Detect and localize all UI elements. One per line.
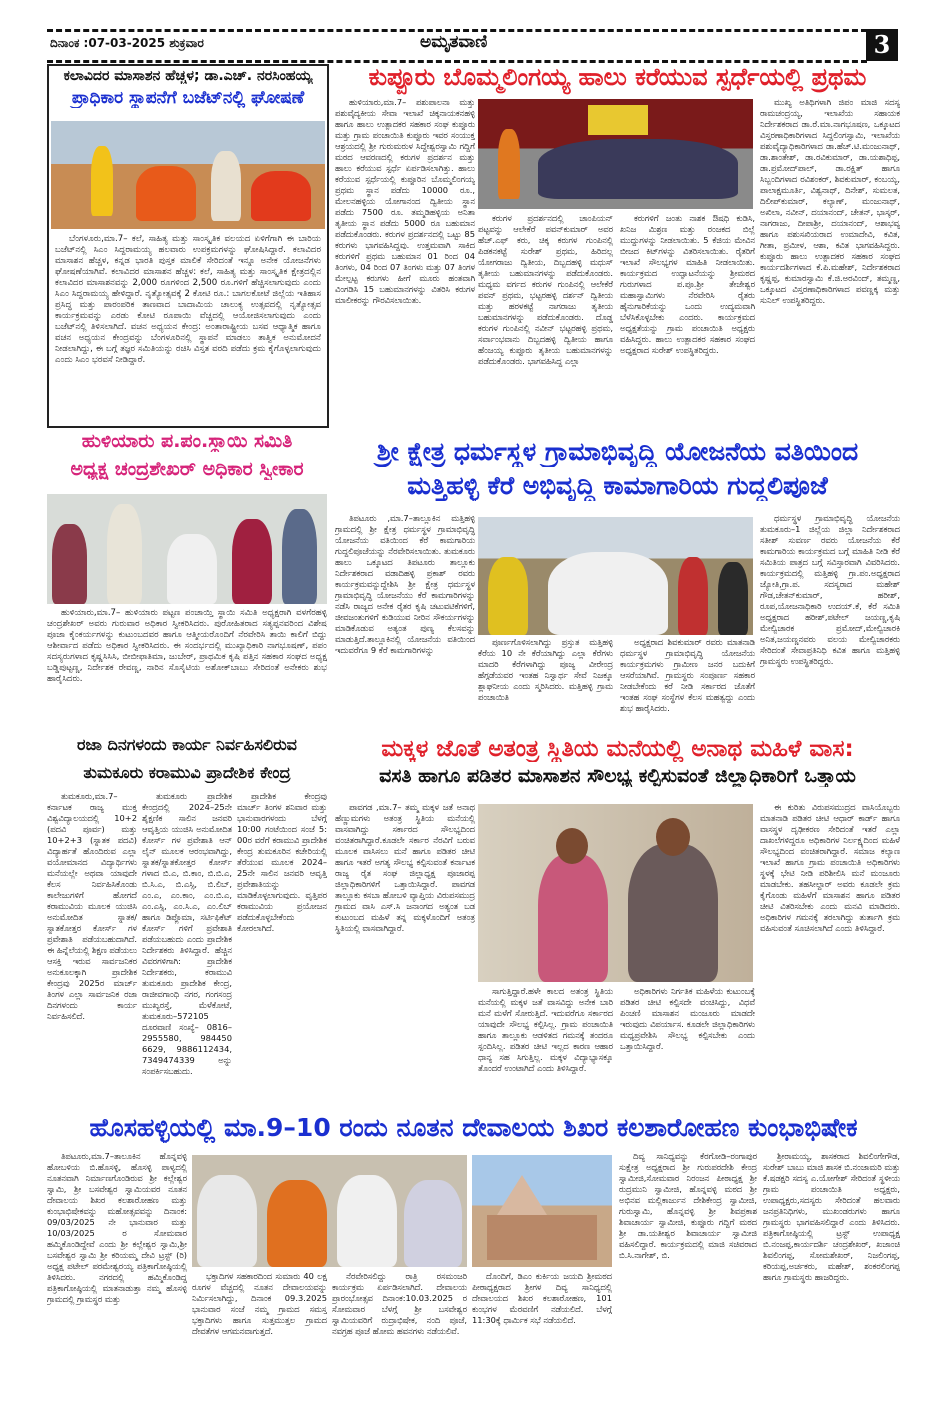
article-column: ಈ ಕುರಿತು ವಿರುಪಸಮುದ್ರದ ವಾಸಿಯೊಬ್ಬರು ಮಾತನಾಡಿ ಪಡಿತರ ಚೀಟಿ ಆಧಾರ್ ಕಾರ್ಡ್ ಹಾಗೂ ವಾಸಸ್ಥಳ ದೃಢೀಕರಣ ಸೇರಿದಂತೆ ಇತರೆ ಎಲ್ಲಾ ದಾಖಲೆಗಳಿದ್ದರೂ ಅಧಿಕಾರಿಗಳ ನಿರ್ಲಕ್ಷ್ಯದಿಂದ ಮಹಿಳೆ ಸೌಲಭ್ಯದಿಂದ ವಂಚಿತರಾಗಿದ್ದಾರೆ. ಸಮಾಜ ಕಲ್ಯಾಣ ಇಲಾಖೆ ಹಾಗೂ ಗ್ರಾಮ ಪಂಚಾಯಿತಿ ಅಧಿಕಾರಿಗಳು ಸ್ಥಳಕ್ಕೆ ಭೇಟಿ ನೀಡಿ ಪರಿಶೀಲಿಸಿ ಮನೆ ಮಂಜೂರು ಮಾಡಬೇಕು. ತಹಸೀಲ್ದಾರ್ ಅವರು ಕೂಡಲೇ ಕ್ರಮ ಕೈಗೊಂಡು ಮಹಿಳೆಗೆ ಮಾಸಾಶನ ಹಾಗೂ ಪಡಿತರ ಚೀಟಿ ವಿತರಿಸಬೇಕು ಎಂದು ಮನವಿ ಮಾಡಿದರು. ಅಧಿಕಾರಿಗಳ ಗಮನಕ್ಕೆ ತರಲಾಗಿದ್ದು ತುರ್ತಾಗಿ ಕ್ರಮ ವಹಿಸುವಂತೆ ಸೂಚಿಸಲಾಗಿದೆ ಎಂದು ತಿಳಿಸಿದ್ದಾರೆ. xyxy=(760,802,900,933)
headline: ಹೊಸಹಳ್ಳಿಯಲ್ಲಿ ಮಾ.9–10 ರಂದು ನೂತನ ದೇವಾಲಯ ಶಿಖರ ಕಲಶಾರೋಹಣ ಕುಂಭಾಭಿಷೇಕ xyxy=(89,1113,858,1142)
article-body: ಹುಳಿಯಾರು,ಮಾ.7– ಹುಳಿಯಾರು ಪಟ್ಟಣ ಪಂಚಾಯ್ತಿ ಸ್ಥಾಯಿ ಸಮಿತಿ ಅಧ್ಯಕ್ಷರಾಗಿ ವಳಗೆರಹಳ್ಳಿ ಚಂದ್ರಶೇಖರ್ ಅವರು ಗುರುವಾರ ಅಧಿಕಾರ ಸ್ವೀಕರಿಸಿದರು. ಪುರೋಹಿತರಾದ ಸತ್ಯಪ್ಪನವರಿಂದ ವಿಶೇಷ ಪೂಜಾ ಕೈಂಕರ್ಯಗಳನ್ನು ಕುಟುಂಬದವರ ಹಾಗೂ ಆತ್ಮೀಯರೊಂದಿಗೆ ನೆರವೇರಿಸಿ ತಾಯಿ ಕಾಲಿಗೆ ಬಿದ್ದು ಆಶೀರ್ವಾದ ಪಡೆದು ಅಧಿಕಾರ ಸ್ವೀಕರಿಸಿದರು. ಈ ಸಂದರ್ಭದಲ್ಲಿ ಮುಖ್ಯಾಧಿಕಾರಿ ನಾಗಭೂಷಣ್, ಪಪಂ ಸದಸ್ಯರುಗಳಾದ ಕೃಷ್ಣಸಿಸಿಸಿ, ಬೀಬೀಫಾತಿಮಾ, ಜುಬೇರ್, ಪ್ರಾಥಮಿಕ ಕೃಷಿ ಪತ್ತಿನ ಸಹಕಾರ ಸಂಘದ ಅಧ್ಯಕ್ಷ ಬಡ್ಡಿಪುಟ್ಟಣ್ಣ, ನಿರ್ದೇಶಕ ರೇವಣ್ಣ, ನಾರಿನ ಸೊಸೈಟಿಯ ಅಶೋಕ್‌ಬಾಬು ಸೇರಿದಂತೆ ಅನೇಕರು ಶುಭ ಹಾರೈಸಿದರು. xyxy=(47,608,327,684)
article-column: ಕರುಗಳಿಗೆ ಜಂತು ನಾಶಕ ಔಷಧಿ ಕುಡಿಸಿ, ಖನಿಜ ಮಿಶ್ರಣ ಮತ್ತು ರಂಜಕದ ಬಿಲ್ಲೆ ಮುದ್ದುಗಳನ್ನು ನೀಡಲಾಯಿತು. 5 ಕೆಜಿಯ ಮೇವಿನ ಬೀಜದ ಕಿಟ್‌ಗಳನ್ನು ವಿತರಿಸಲಾಯಿತು. ರೈತರಿಗೆ ಇಲಾಖೆ ಸೌಲಭ್ಯಗಳ ಮಾಹಿತಿ ನೀಡಲಾಯಿತು. ಕಾರ್ಯಕ್ರಮದ ಉದ್ಘಾಟನೆಯನ್ನು ಶ್ರೀಮಠದ ಗುರುಗಳಾದ ಪ.ಪೂ.ಶ್ರೀ ತೇಜೇಶ್ವರ ಮಹಾಸ್ವಾಮಿಗಳು ನೆರವೇರಿಸಿ ರೈತರು ಹೈನುಗಾರಿಕೆಯನ್ನು ಒಂದು ಉದ್ಯಮವಾಗಿ ಬೆಳೆಸಿಕೊಳ್ಳಬೇಕು ಎಂದರು. ಕಾರ್ಯಕ್ರಮದ ಅಧ್ಯಕ್ಷತೆಯನ್ನು ಗ್ರಾಮ ಪಂಚಾಯಿತಿ ಅಧ್ಯಕ್ಷರು ವಹಿಸಿದ್ದರು. ಹಾಲು ಉತ್ಪಾದಕರ ಸಹಕಾರ ಸಂಘದ ಅಧ್ಯಕ್ಷರಾದ ಸುರೇಶ್ ಉಪಸ್ಥಿತರಿದ್ದರು. xyxy=(620,213,755,355)
groundbreaking-photo xyxy=(478,517,753,635)
article-column: ಧರ್ಮಸ್ಥಳ ಗ್ರಾಮಾಭಿವೃದ್ಧಿ ಯೋಜನೆಯ ತುಮಕೂರು–1 ಜಿಲ್ಲೆಯ ಜಿಲ್ಲಾ ನಿರ್ದೇಶಕರಾದ ಸತೀಶ್ ಸುವರ್ಣ ರವರು ಯೋಜನೆಯ ಕೆರೆ ಕಾಮಗಾರಿಯ ಕಾರ್ಯಕ್ರಮದ ಬಗ್ಗೆ ಮಾಹಿತಿ ನೀಡಿ ಕೆರೆ ಸಮಿತಿಯ ಪಾತ್ರದ ಬಗ್ಗೆ ಸವಿಸ್ತಾರವಾಗಿ ವಿವರಿಸಿದರು. ಕಾರ್ಯಕ್ರಮದಲ್ಲಿ ಮತ್ತಿಹಳ್ಳಿ ಗ್ರಾ.ಪಂ.ಅಧ್ಯಕ್ಷರಾದ ಜ್ಯೋತಿ,ಗ್ರಾ.ಪ. ಸದಸ್ಯರಾದ ಮಹೇಶ್ ಗೌಡ,ಚೇತನ್‌ಕುಮಾರ್, ಹರೀಶ್, ರೂಪ,ಯೋಜನಾಧಿಕಾರಿ ಉದಯ್.ಕೆ, ಕೆರೆ ಸಮಿತಿ ಅಧ್ಯಕ್ಷರಾದ ಹರೀಶ್,ಪಟೇಲ್ ಜಯಣ್ಣ,ಕೃಷಿ ಮೇಲ್ವಿಚಾರಕ ಪ್ರಮೋದ್,ಮೇಲ್ವಿಚಾರಕಿ ಅನಿತ,ಜಯಣ್ಣನವರು ವಲಯ ಮೇಲ್ವಿಚಾರಕರು ಸೇರಿದಂತೆ ಸೇವಾಪ್ರತಿನಿಧಿ ಕವಿತ ಹಾಗೂ ಮತ್ತಿಹಳ್ಳಿ ಗ್ರಾಮಸ್ಥರು ಉಪಸ್ಥಿತರಿದ್ದರು. xyxy=(760,513,900,666)
subheadline: ಪ್ರಾಧಿಕಾರ ಸ್ಥಾಪನೆಗೆ ಬಜೆಟ್‌ನಲ್ಲಿ ಘೋಷಣೆ xyxy=(71,88,305,108)
article-column: ಅಧ್ಯಕ್ಷರಾದ ಶಿವಕುಮಾರ್ ರವರು ಮಾತನಾಡಿ ಧರ್ಮಸ್ಥಳ ಗ್ರಾಮಾಭಿವೃದ್ಧಿ ಯೋಜನೆಯ ಕಾರ್ಯಕ್ರಮಗಳು ಗ್ರಾಮೀಣ ಜನರ ಬದುಕಿಗೆ ಆಸರೆಯಾಗಿವೆ. ಗ್ರಾಮಸ್ಥರು ಸಂಪೂರ್ಣ ಸಹಕಾರ ನೀಡಬೇಕೆಂದು ಕರೆ ನೀಡಿ ಸರ್ಕಾರದ ಜೊತೆಗೆ ಇಂತಹ ಸಂಘ ಸಂಸ್ಥೆಗಳ ಕೆಲಸ ಮಹತ್ವದ್ದು ಎಂದು ಶುಭ ಹಾರೈಸಿದರು. xyxy=(620,637,755,713)
article-column: ಹುಳಿಯಾರು,ಮಾ.7– ಪಶುಪಾಲನಾ ಮತ್ತು ಪಶುವೈದ್ಯಕೀಯ ಸೇವಾ ಇಲಾಖೆ ಚಿಕ್ಕನಾಯಕನಹಳ್ಳಿ ಹಾಗೂ ಹಾಲು ಉತ್ಪಾದಕರ ಸಹಕಾರ ಸಂಘ ಕುಪ್ಪೂರು ಮತ್ತು ಗ್ರಾಮ ಪಂಚಾಯಿತಿ ಕುಪ್ಪೂರು ಇವರ ಸಂಯುಕ್ತ ಆಶ್ರಯದಲ್ಲಿ ಶ್ರೀ ಗುರುಮರುಳ ಸಿದ್ದೇಶ್ವರಸ್ವಾಮಿ ಗದ್ದಿಗೆ ಮಠದ ಆವರಣದಲ್ಲಿ ಕರುಗಳ ಪ್ರದರ್ಶನ ಮತ್ತು ಹಾಲು ಕರೆಯುವ ಸ್ಪರ್ಧೆ ಏರ್ಪಡಿಸಲಾಗಿತ್ತು. ಹಾಲು ಕರೆಯುವ ಸ್ಪರ್ಧೆಯಲ್ಲಿ ಕುಪ್ಪೂರಿನ ಬೊಮ್ಮಲಿಂಗಯ್ಯ ಪ್ರಥಮ ಸ್ಥಾನ ಪಡೆದು 10000 ರೂ., ಮೇಲನಹಳ್ಳಿಯ ಯೋಗಾನಂದ ದ್ವಿತೀಯ ಸ್ಥಾನ ಪಡೆದು 7500 ರೂ. ತಮ್ಮಡಿಹಳ್ಳಿಯ ಅನಿತಾ ತೃತೀಯ ಸ್ಥಾನ ಪಡೆದು 5000 ರೂ ಬಹುಮಾನ ಪಡೆದುಕೊಂಡರು. ಕರುಗಳ ಪ್ರದರ್ಶನದಲ್ಲಿ ಒಟ್ಟು 85 ಕರುಗಳು ಭಾಗವಹಿಸಿದ್ದವು. ಉತ್ತಮವಾಗಿ ಸಾಕಿದ ಕರುಗಳಿಗೆ ಪ್ರಥಮ ಬಹುಮಾನ 01 ರಿಂದ 04 ತಿಂಗಳು, 04 ರಿಂದ 07 ತಿಂಗಳು ಮತ್ತು 07 ತಿಂಗಳ ಮೇಲ್ಪಟ್ಟ ಕರುಗಳು ಹೀಗೆ ಮೂರು ಹಂತವಾಗಿ ವಿಂಗಡಿಸಿ 15 ಬಹುಮಾನಗಳನ್ನು ವಿತರಿಸಿ ಕರುಗಳ ಮಾಲೀಕರನ್ನು ಗೌರವಿಸಲಾಯಿತು. xyxy=(335,97,475,305)
headline: ಕುಪ್ಪೂರು ಬೊಮ್ಮಲಿಂಗಯ್ಯ ಹಾಲು ಕರೆಯುವ ಸ್ಪರ್ಧೆಯಲ್ಲಿ ಪ್ರಥಮ xyxy=(368,63,867,91)
headline: ಹುಳಿಯಾರು ಪ.ಪಂ.ಸ್ಥಾಯಿ ಸಮಿತಿ xyxy=(81,430,293,452)
issue-date: ದಿನಾಂಕ :07-03-2025 ಶುಕ್ರವಾರ xyxy=(50,36,204,50)
article-column: ದಿವ್ಯ ಸಾನಿಧ್ಯವನ್ನು ಕೆರಗೋಡಿ–ರಂಗಾಪುರ ಸುಕ್ಷೇತ್ರ ಅಧ್ಯಕ್ಷರಾದ ಶ್ರೀ ಗುರುಪರದೇಶಿ ಕೇಂದ್ರ ಸ್ವಾಮೀಜಿ,ಸೋಮವಾರ ನಿರಂಜನ ಪೀಠಾಧ್ಯಕ್ಷ ಶ್ರೀ ರುದ್ರಮುನಿ ಸ್ವಾಮೀಜಿ, ಹೊನ್ನವಳ್ಳಿ ಮಠದ ಶ್ರೀ ಅಭಿನವ ಮಲ್ಲಿಕಾರ್ಜುನ ದೇಶಿಕೇಂದ್ರ ಸ್ವಾಮೀಜಿ, ಗುರುಸ್ವಾಮಿ, ಹೊನ್ನವಳ್ಳಿ ಶ್ರೀ ಶಿವಪ್ರಕಾಶ ಶಿವಾಚಾರ್ಯ ಸ್ವಾಮೀಜಿ, ಕುಪ್ಪೂರು ಗದ್ದಿಗೆ ಮಠದ ಶ್ರೀ ಡಾ.ಯತೀಶ್ವರ ಶಿವಾಚಾರ್ಯ ಸ್ವಾಮೀಜಿ ವಹಿಸಲಿದ್ದಾರೆ. ಕಾರ್ಯಕ್ರಮದಲ್ಲಿ ಮಾಜಿ ಸಚಿವರಾದ ಬಿ.ಸಿ.ನಾಗೇಶ್, ಬಿ. xyxy=(619,1151,757,1260)
subheadline: ತುಮಕೂರು ಕರಾಮುವಿ ಪ್ರಾದೇಶಿಕ ಕೇಂದ್ರ xyxy=(83,763,291,782)
woman-children-photo xyxy=(478,804,753,982)
newspaper-name: ಅಮೃತವಾಣಿ xyxy=(420,32,488,52)
article-column: ತುಮಕೂರು ಪ್ರಾದೇಶಿಕ ಕೇಂದ್ರದಲ್ಲಿ 2024–25ನೇ ಶೈಕ್ಷಣಿಕ ಸಾಲಿನ ಜನವರಿ ಆವೃತ್ತಿಯ ಯುಜಿಸಿ ಅನುಮೋದಿತ ಕೋರ್ಸ್ ಗಳ ಪ್ರವೇಶಾತಿ ಆನ್ ಲೈನ್ ಮೂಲಕ ಆರಂಭವಾಗಿದ್ದು, ಸ್ನಾತಕ/ಸ್ನಾತಕೋತ್ತರ ಕೋರ್ಸ್ ಗಳಾದ ಬಿ.ಎ, ಬಿ.ಕಾಂ, ಬಿ.ಬಿ.ಎ, ಬಿ.ಸಿ.ಎ, ಬಿ.ಎಸ್ಸಿ, ಬಿ.ಲಿಬ್, ಎಂ.ಎ, ಎಂ.ಕಾಂ, ಎಂ.ಬಿ.ಎ, ಎಂ.ಎಸ್ಸಿ, ಎಂ.ಸಿ.ಎ, ಎಂ.ಲಿಬ್ ಹಾಗೂ ಡಿಪ್ಲೊಮಾ, ಸರ್ಟಿಫಿಕೆಟ್ ಕೋರ್ಸ್ ಗಳಿಗೆ ಪ್ರವೇಶಾತಿ ಪಡೆಯಬಹುದು ಎಂದು ಪ್ರಾದೇಶಿಕ ನಿರ್ದೇಶಕರು ತಿಳಿಸಿದ್ದಾರೆ. ಹೆಚ್ಚಿನ ವಿವರಗಳಿಗಾಗಿ: ಪ್ರಾದೇಶಿಕ ನಿರ್ದೇಶಕರು, ಕರಾಮುವಿ ತುಮಕೂರು ಪ್ರಾದೇಶಿಕ ಕೇಂದ್ರ, ರಾಜೀವಗಾಂಧಿ ನಗರ, ಗಂಗಸಂದ್ರ ಮುಖ್ಯರಸ್ತೆ, ಮೆಳೆಕೋಟೆ, ತುಮಕೂರು–572105 ದೂರವಾಣಿ ಸಂಖ್ಯೆ– 0816–2955580, 984450 6629, 9886112434, 7349474339 ಅನ್ನು ಸಂಪರ್ಕಿಸಬಹುದು. xyxy=(142,791,232,1076)
article-column: ಶ್ರೀರಾಮಯ್ಯ, ಶಾಸಕರಾದ ಶಿವಲಿಂಗೇಗೌಡ, ಸುರೇಶ್ ಬಾಬು ಮಾಜಿ ಶಾಸಕ ಬಿ.ನಂಜಾಮರಿ ಮತ್ತು ಕೆ.ಷಡಕ್ಷರಿ ಸದಸ್ಯ ಎ.ಯೋಗೇಶ್ ಸೇರಿದಂತೆ ಸ್ಥಳೀಯ ಗ್ರಾಮ ಪಂಚಾಯಿತಿ ಅಧ್ಯಕ್ಷರು, ಉಪಾಧ್ಯಕ್ಷರು,ಸದಸ್ಯರು ಸೇರಿದಂತೆ ಹಲವಾರು ಜನಪ್ರತಿನಿಧಿಗಳು, ಮುಖಂಡರುಗಳು ಹಾಗೂ ಗ್ರಾಮಸ್ಥರು ಭಾಗವಹಿಸಲಿದ್ದಾರೆ ಎಂದು ತಿಳಿಸಿದರು. ಪತ್ರಿಕಾಗೋಷ್ಠಿಯಲ್ಲಿ ಟ್ರಸ್ಟ್ ಉಪಾಧ್ಯಕ್ಷ ಬಿ.ನಂಜಪ್ಪ,ಕಾರ್ಯದರ್ಶಿ ಚಂದ್ರಶೇಖರ್, ಖಜಾಂಚಿ ಶಿವಲಿಂಗಪ್ಪ, ಸೋಮಶೇಖರ್, ನಿಜಲಿಂಗಪ್ಪ, ಕರಿಯಪ್ಪ,ಅರ್ಚಕರು, ಮಹೇಶ್, ಶಂಕರಲಿಂಗಪ್ಪ ಹಾಗೂ ಗ್ರಾಮಸ್ಥರು ಹಾಜರಿದ್ದರು. xyxy=(763,1151,900,1282)
temple-photo xyxy=(472,1155,612,1267)
headline: ಮಕ್ಕಳ ಜೊತೆ ಅತಂತ್ರ ಸ್ಥಿತಿಯ ಮನೆಯಲ್ಲಿ ಅನಾಥ ಮಹಿಳೆ ವಾಸ: xyxy=(381,736,854,762)
article-body: ಬೆಂಗಳೂರು,ಮಾ.7– ಕಲೆ, ಸಾಹಿತ್ಯ ಮತ್ತು ಸಾಂಸ್ಕೃತಿಕ ವಲಯದ ಏಳಿಗೆಗಾಗಿ ಈ ಬಾರಿಯ ಬಜೆಟ್‌ನಲ್ಲಿ ಸಿಎಂ ಸಿದ್ದರಾಮಯ್ಯ ಹಲವಾರು ಉಪಕ್ರಮಗಳನ್ನು ಘೋಷಿಸಿದ್ದಾರೆ. ಕಲಾವಿದರ ಮಾಸಾಶನ ಹೆಚ್ಚಳ, ಕನ್ನಡ ಭಾರತಿ ಪುಸ್ತಕ ಮಾಲಿಕೆ ಸೇರಿದಂತೆ ಇನ್ನೂ ಅನೇಕ ಯೋಜನೆಗಳು ಘೋಷಣೆಯಾಗಿವೆ. ಕಲಾವಿದರ ಮಾಸಾಶನ ಹೆಚ್ಚಳ: ಕಲೆ, ಸಾಹಿತ್ಯ ಮತ್ತು ಸಾಂಸ್ಕೃತಿಕ ಕ್ಷೇತ್ರದಲ್ಲಿನ ಕಲಾವಿದರ ಮಾಸಾಶನವನ್ನು 2,000 ರೂಗಳಿಂದ 2,500 ರೂ.ಗಳಿಗೆ ಹೆಚ್ಚಿಸಲಾಗುವುದು ಎಂದು ಸಿಎಂ ಸಿದ್ದರಾಮಯ್ಯ ಹೇಳಿದ್ದಾರೆ. ನೃತ್ಯೋತ್ಸವಕ್ಕೆ 2 ಕೋಟಿ ರೂ.: ಬಾಗಲಕೋಟೆ ಜಿಲ್ಲೆಯ ಇತಿಹಾಸ ಪ್ರಸಿದ್ಧ ಮತ್ತು ಪಾರಂಪರಿಕ ತಾಣವಾದ ಬಾದಾಮಿಯ ಚಾಲುಕ್ಯ ಉತ್ಸವದಲ್ಲಿ ನೃತ್ಯೋತ್ಸವ ಕಾರ್ಯಕ್ರಮವನ್ನು ಎರಡು ಕೋಟಿ ರೂಪಾಯಿ ವೆಚ್ಚದಲ್ಲಿ ಆಯೋಜಿಸಲಾಗುವುದು ಎಂದು ಬಜೆಟ್‌ನಲ್ಲಿ ತಿಳಿಸಲಾಗಿದೆ. ವಚನ ಅಧ್ಯಯನ ಕೇಂದ್ರ: ಅಂತಾರಾಷ್ಟ್ರೀಯ ಬಸವ ಆಧ್ಯಾತ್ಮಿಕ ಹಾಗೂ ವಚನ ಅಧ್ಯಯನ ಕೇಂದ್ರವನ್ನು ಬೆಂಗಳೂರಿನಲ್ಲಿ ಸ್ಥಾಪನೆ ಮಾಡಲು ತಾತ್ವಿಕ ಅನುಮೋದನೆ ನೀಡಲಾಗಿದ್ದು, ಈ ಬಗ್ಗೆ ತಜ್ಞರ ಸಮಿತಿಯನ್ನು ರಚಿಸಿ ವಿಸ್ತತ ವರದಿ ಪಡೆದು ಕ್ರಮ ಕೈಗೊಳ್ಳಲಾಗುವುದು ಎಂದು ಸಿಎಂ ಭರವಸೆ ನೀಡಿದ್ದಾರೆ. xyxy=(55,234,321,365)
article-column: ಮುಖ್ಯ ಅತಿಥಿಗಳಾಗಿ ಜಿಪಂ ಮಾಜಿ ಸದಸ್ಯ ರಾಮಚಂದ್ರಯ್ಯ, ಇಲಾಖೆಯ ಸಹಾಯಕ ನಿರ್ದೇಶಕರಾದ ಡಾ.ರೆ.ಮಾ.ನಾಗಭೂಷಣ, ಒಕ್ಕೂಟದ ವಿಸ್ತರಣಾಧಿಕಾರಿಗಳಾದ ಸಿದ್ದಲಿಂಗಸ್ವಾಮಿ, ಇಲಾಖೆಯ ಪಶುವೈದ್ಯಾಧಿಕಾರಿಗಳಾದ ಡಾ.ಹೆಚ್.ಟಿ.ಮಂಜುನಾಥ್, ಡಾ.ಶಾಂತೇಶ್, ಡಾ.ರವಿಕುಮಾರ್, ಡಾ.ಯಶಾಧಿಪ್ಪ, ಡಾ.ಪ್ರಮೋದ್‌ಪಾಲ್, ಡಾ.ರಕ್ಷಿತ್ ಹಾಗೂ ಸಿಬ್ಬಂದಿಗಳಾದ ರವಿಶಂಕರ್, ಶಿವಕುಮಾರ್, ಕಂಬಯ್ಯ, ಪಾಲಾಕ್ಷಮೂರ್ತಿ, ವಿಶ್ವನಾಥ್, ದಿನೇಶ್, ಸುಮಲತ, ದಿಲೀಪ್‌ಕುಮಾರ್, ಕಲ್ಯಾಣ್, ಮಂಜುನಾಥ್, ಅಖಿಲಾ, ನವೀನ್, ದಯಾನಂದ್, ಚೇತನ್, ಭಾಸ್ಕರ್, ನಾಗರಾಜು, ದೀಪಾಶ್ರೀ, ದಯಾನಂದ್, ಆಶಾಭವ್ಯ ಹಾಗೂ ಪಶುಸಖಿಯರಾದ ಉಮಾದೇವಿ, ಕವಿತ, ಗೀತಾ, ಪ್ರಮೀಳ, ಆಶಾ, ಕವಿತ ಭಾಗವಹಿಸಿದ್ದರು. ಕುಪ್ಪೂರು ಹಾಲು ಉತ್ಪಾದಕರ ಸಹಕಾರ ಸಂಘದ ಕಾರ್ಯದರ್ಶಿಗಳಾದ ಕೆ.ಪಿ.ಮಹೇಶ್, ನಿರ್ದೇಶಕರಾದ ಕೃಷ್ಣಪ್ಪ, ಕುಮಾರಸ್ವಾಮಿ ಕೆ.ಜಿ.ಅರವಿಂದ್, ತಮ್ಮಣ್ಣ, ಒಕ್ಕೂಟದ ವಿಸ್ತರಣಾಧಿಕಾರಿಗಳಾದ ಪವಣ್ಣಕ್ಕ ಮತ್ತು ಸುನಿಲ್ ಉಪಸ್ಥಿತರಿದ್ದರು. xyxy=(760,97,900,305)
page-number: 3 xyxy=(866,29,898,61)
article-huliyaru xyxy=(47,430,327,726)
article-kupuru xyxy=(335,63,900,425)
headline: ಕಲಾವಿದರ ಮಾಸಾಶನ ಹೆಚ್ಚಳ; ಡಾ.ಎಚ್. ನರಸಿಂಹಯ್ಯ xyxy=(63,68,313,84)
subheadline: ವಸತಿ ಹಾಗೂ ಪಡಿತರ ಮಾಸಾಶನ ಸೌಲಭ್ಯ ಕಲ್ಪಿಸುವಂತೆ ಜಿಲ್ಲಾಧಿಕಾರಿಗೆ ಒತ್ತಾಯ xyxy=(379,765,856,787)
article-column: ಪೂರ್ಣಗೊಳಿಸಲಾಗಿದ್ದು ಪ್ರಸ್ತುತ ಮತ್ತಿಹಳ್ಳಿ ಕೆರೆಯ 10 ನೇ ಕೆರೆಯಾಗಿದ್ದು ಎಲ್ಲಾ ಕೆರೆಗಳು ಮಾದರಿ ಕೆರೆಗಳಾಗಿದ್ದು ಪೂಜ್ಯ ವೀರೇಂದ್ರ ಹೆಗ್ಗಡೆಯವರ ಇಂತಹ ನಿಸ್ವಾರ್ಥ ಸೇವೆ ನಿಜಕ್ಕೂ ಶ್ಲಾಘನೀಯ ಎಂದು ಸ್ಮರಿಸಿದರು. ಮತ್ತಿಹಳ್ಳಿ ಗ್ರಾಮ ಪಂಚಾಯಿತಿ xyxy=(478,637,613,702)
article-column: ತಿಪಟೂರು ,ಮಾ.7–ತಾಲ್ಲೂಕಿನ ಮತ್ತಿಹಳ್ಳಿ ಗ್ರಾಮದಲ್ಲಿ ಶ್ರೀ ಕ್ಷೇತ್ರ ಧರ್ಮಸ್ಥಳ ಗ್ರಾಮಾಭಿವೃದ್ಧಿ ಯೋಜನೆಯ ವತಿಯಿಂದ ಕೆರೆ ಕಾಮಗಾರಿಯ ಗುದ್ದಲಿಪೂಜೆಯನ್ನು ನೆರವೇರಿಸಲಾಯಿತು. ತುಮಕೂರು ಹಾಲು ಒಕ್ಕೂಟದ ತಿಪಟೂರು ತಾಲ್ಲೂಕು ನಿರ್ದೇಶಕರಾದ ವಡಾದಿಹಳ್ಳಿ ಪ್ರಕಾಶ್ ರವರು ಕಾರ್ಯಕ್ರಮವನ್ನುದ್ದೇಶಿಸಿ ಶ್ರೀ ಕ್ಷೇತ್ರ ಧರ್ಮಸ್ಥಳ ಗ್ರಾಮಾಭಿವೃದ್ಧಿ ಯೋಜನೆಯು ಕೆರೆ ಕಾಮಗಾರಿಗಳನ್ನು ನಡೆಸಿ ರಾಜ್ಯದ ಅನೇಕ ರೈತರ ಕೃಷಿ ಚಟುವಟಿಕೆಗಳಿಗೆ, ಜೀವಜಂತುಗಳಿಗೆ ಕುಡಿಯುವ ನೀರಿನ ಸೌಕರ್ಯಗಳನ್ನು ಮಾಡಿಕೊಡುವ ಅತ್ಯಂತ ಪುಣ್ಯ ಕೆಲಸವನ್ನು ಮಾಡುತ್ತಿದೆ.ತಾಲ್ಲೂಕಿನಲ್ಲಿ ಯೋಜನೆಯ ವತಿಯಿಂದ ಇದುವರೆಗೂ 9 ಕೆರೆ ಕಾಮಗಾರಿಗಳನ್ನು xyxy=(335,513,475,655)
award-ceremony-photo xyxy=(478,99,753,209)
article-column: ತಿಪಟೂರು,ಮಾ.7–ತಾಲೂಕಿನ ಹೊನ್ನವಳ್ಳಿ ಹೋಬಳಿಯ ಬಿ.ಹೊಸಳ್ಳಿ, ಹೊಸಳ್ಳಿ ಪಾಳ್ಯದಲ್ಲಿ ನೂತನವಾಗಿ ನಿರ್ಮಾಣಗೊಂಡಿರುವ ಶ್ರೀ ಕಲ್ಲೇಶ್ವರ ಸ್ವಾಮಿ, ಶ್ರೀ ಬಸವೇಶ್ವರ ಸ್ವಾಮಿಯವರ ನೂತನ ದೇವಾಲಯ ಶಿಖರ ಕಲಶಾರೋಹಣ ಮತ್ತು ಕುಂಭಾಭಿಷೇಕವನ್ನು ಮಹೋತ್ಸವವನ್ನು ದಿನಾಂಕ: 09/03/2025 ನೇ ಭಾನುವಾರ ಮತ್ತು 10/03/2025 ರ ಸೋಮವಾರ ಹಮ್ಮಿಕೊಂಡಿದ್ದೇವೆ ಎಂದು ಶ್ರೀ ಕಲ್ಲೇಶ್ವರ ಸ್ವಾಮಿ,ಶ್ರೀ ಬಸವೇಶ್ವರ ಸ್ವಾಮಿ ಶ್ರೀ ಕರಿಯಮ್ಮ ದೇವಿ ಟ್ರಸ್ಟ್ (ರಿ) ಅಧ್ಯಕ್ಷ ಪಟೇಲ್ ಪರಮೇಶ್ವರಯ್ಯ ಪತ್ರಿಕಾಗೋಷ್ಠಿಯಲ್ಲಿ ತಿಳಿಸಿದರು. ನಗರದಲ್ಲಿ ಹಮ್ಮಿಕೊಂಡಿದ್ದ ಪತ್ರಿಕಾಗೋಷ್ಠಿಯಲ್ಲಿ ಮಾತನಾಡುತ್ತಾ ನಮ್ಮ ಹೊಸಳ್ಳಿ ಗ್ರಾಮದಲ್ಲಿ ಗ್ರಾಮಸ್ಥರ ಮತ್ತು xyxy=(47,1151,187,1304)
article-column: ಕರುಗಳ ಪ್ರದರ್ಶನದಲ್ಲಿ ಚಾಂಪಿಯನ್ ಪಟ್ಟವನ್ನು ಆಲೇಕೆರೆ ಪವನ್‌ಕುಮಾರ್ ಅವರ ಹೆಚ್.ಎಫ್ ಕರು, ಚಿಕ್ಕ ಕರುಗಳ ಗುಂಪಿನಲ್ಲಿ ಪಿಡಕನಕಟ್ಟೆ ಸುರೇಶ್ ಪ್ರಥಮ, ಹಿರಿದಲ್ಲ ಯೋಗರಾಜು ದ್ವಿತೀಯ, ದಿಬ್ಬದಹಳ್ಳಿ ಮಧುಸ್ ತೃತೀಯ ಬಹುಮಾನಗಳನ್ನು ಪಡೆದುಕೊಂಡರು. ಮಧ್ಯಮ ವರ್ಗದ ಕರುಗಳ ಗುಂಪಿನಲ್ಲಿ ಆಲೇಕೆರೆ ಪವನ್ ಪ್ರಥಮ, ಭಟ್ಟರಹಳ್ಳಿ ದರ್ಶನ್ ದ್ವಿತೀಯ ಮತ್ತು ಹರಳಕಟ್ಟೆ ನಾಗರಾಜು ತೃತೀಯ ಬಹುಮಾನಗಳನ್ನು ಪಡೆದುಕೊಂಡರು. ದೊಡ್ಡ ಕರುಗಳ ಗುಂಪಿನಲ್ಲಿ ನವೀನ್ ಭಟ್ಟರಹಳ್ಳಿ ಪ್ರಥಮ, ಸರ್ವಾಂಭವಾನು ದಿಬ್ಬದಹಳ್ಳಿ ದ್ವಿತೀಯ ಹಾಗೂ ಹೆಂಜಯ್ಯ ಕುಪ್ಪೂರು ತೃತೀಯ ಬಹುಮಾನಗಳನ್ನು ಪಡೆದುಕೊಂಡರು. ಭಾಗವಹಿಸಿದ್ದ ಎಲ್ಲಾ xyxy=(478,213,613,366)
headline: ರಜಾ ದಿನಗಳಂದು ಕಾರ್ಯ ನಿರ್ವಹಿಸಲಿರುವ xyxy=(77,735,297,754)
article-column: ದೊಂದಿಗೆ, ಡಿಎಂ ಕುರ್ಕಿಯ ಜಯದಿ ಶ್ರೀಮಠದ ಪೀಠಾಧ್ಯಕ್ಷರಾದ ಶ್ರೀಗಳ ದಿವ್ಯ ಸಾನಿಧ್ಯದಲ್ಲಿ ದೇವಾಲಯದ ಶಿಖರ ಕಲಶಾರೋಹಣ, 101 ಕುಂಭಗಳ ಮೆರವಣಿಗೆ ನಡೆಯಲಿದೆ. ಬೆಳಗ್ಗೆ 11:30ಕ್ಕೆ ಧಾರ್ಮಿಕ ಸಭೆ ನಡೆಯಲಿದೆ. xyxy=(472,1271,612,1325)
subheadline: ಮತ್ತಿಹಳ್ಳಿ ಕೆರೆ ಅಭಿವೃದ್ಧಿ ಕಾಮಾಗಾರಿಯ ಗುದ್ದಲಿಪೂಜೆ xyxy=(407,471,828,500)
article-column: ತುಮಕೂರು,ಮಾ.7– ಕರ್ನಾಟಕ ರಾಜ್ಯ ಮುಕ್ತ ವಿಶ್ವವಿದ್ಯಾಲಯದಲ್ಲಿ 10+2 (ಪದವಿ ಪೂರ್ವ) ಮತ್ತು 10+2+3 (ಸ್ನಾತಕ ಪದವಿ) ವಿದ್ಯಾರ್ಹತೆ ಹೊಂದಿರುವ ಎಲ್ಲಾ ವಯೋಮಾನದ ವಿದ್ಯಾರ್ಥಿಗಳು ಮನೆಯಲ್ಲೇ ಅಥವಾ ಯಾವುದೇ ಕೆಲಸ ನಿರ್ವಹಿಸಿಕೊಂಡು ಕಾಲೇಜುಗಳಿಗೆ ಹೋಗದೆ ಕರಾಮುವಿಯ ಮೂಲಕ ಯುಜಿಸಿ ಅನುಮೋದಿತ ಸ್ನಾತಕ/ಸ್ನಾತಕೋತ್ತರ ಕೋರ್ಸ್ ಗಳ ಪ್ರವೇಶಾತಿ ಪಡೆಯಬಹುದಾಗಿದೆ. ಈ ಹಿನ್ನೆಲೆಯಲ್ಲಿ ಶಿಕ್ಷಣ ಪಡೆಯಲು ಆಸಕ್ತಿ ಇರುವ ಸಾರ್ವಜನಿಕರ ಅನುಕೂಲಕ್ಕಾಗಿ ಪ್ರಾದೇಶಿಕ ಕೇಂದ್ರವು 2025ರ ಮಾರ್ಚ್ ತಿಂಗಳ ಎಲ್ಲಾ ಸಾರ್ವಜನಿಕ ರಜಾ ದಿನಗಳಂದು ಕಾರ್ಯ ನಿರ್ವಹಿಸಲಿದೆ. xyxy=(47,791,137,1021)
article-column: ಪಾವಗಡ ,ಮಾ.7– ತಮ್ಮ ಮಕ್ಕಳ ಜತೆ ಅನಾಥ ಹೆಣ್ಣುಮಗಳು ಅತಂತ್ರ ಸ್ಥಿತಿಯ ಮನೆಯಲ್ಲಿ ವಾಸವಾಗಿದ್ದು ಸರ್ಕಾರದ ಸೌಲಭ್ಯದಿಂದ ವಂಚಿತರಾಗಿದ್ದಾರೆ.ಕೂಡಲೇ ಸರ್ಕಾರ ನೆರವಿಗೆ ಬರುವ ಮೂಲಕ ವಾಸಿಸಲು ಮನೆ ಹಾಗೂ ಪಡಿತರ ಚೀಟಿ ಹಾಗೂ ಇತರೆ ಅಗತ್ಯ ಸೌಲಭ್ಯ ಕಲ್ಪಿಸುವಂತೆ ಕರ್ನಾಟಕ ರಾಜ್ಯ ರೈತ ಸಂಘ ಜಿಲ್ಲಾಧ್ಯಕ್ಷ ಪೂಜಾರಪ್ಪ ಜಿಲ್ಲಾಧಿಕಾರಿಗಳಿಗೆ ಒತ್ತಾಯಿಸಿದ್ದಾರೆ. ಪಾವಗಡ ತಾಲ್ಲೂಕು ಕಸಬಾ ಹೋಬಳಿ ವ್ಯಾಪ್ತಿಯ ವಿರುಪಸಮುದ್ರ ಗ್ರಾಮದ ವಾಸಿ ಎಸ್.ಸಿ ಜನಾಂಗದ ಅತ್ಯಂತ ಬಡ ಕುಟುಂಬದ ಮಹಿಳೆ ತನ್ನ ಮಕ್ಕಳೊಂದಿಗೆ ಅತಂತ್ರ ಸ್ಥಿತಿಯಲ್ಲಿ ವಾಸವಾಗಿದ್ದಾರೆ. xyxy=(335,802,475,933)
subheadline: ಅಧ್ಯಕ್ಷ ಚಂದ್ರಶೇಖರ್ ಅಧಿಕಾರ ಸ್ವೀಕಾರ xyxy=(70,458,304,480)
press-meet-photo xyxy=(192,1155,467,1267)
article-column: ಭಕ್ತಾದಿಗಳ ಸಹಕಾರದಿಂದ ಸುಮಾರು 40 ಲಕ್ಷ ರೂಗಳ ವೆಚ್ಚದಲ್ಲಿ ನೂತನ ದೇವಾಲಯವನ್ನು ನಿರ್ಮಿಸಲಾಗಿದ್ದು, ದಿನಾಂಕ 09.3.2025 ಭಾನುವಾರ ಸಂಜೆ ನಮ್ಮ ಗ್ರಾಮದ ಸಮಸ್ತ ಭಕ್ತಾದಿಗಳು ಹಾಗೂ ಸುತ್ತಮುತ್ತಲ ಗ್ರಾಮದ ದೇವತೆಗಳ ಆಗಮನವಾಗುತ್ತದೆ. xyxy=(192,1271,327,1336)
article-column: ಅಧಿಕಾರಿಗಳು ನಿರ್ಗತಿಕ ಮಹಿಳೆಯ ಕುಟುಂಬಕ್ಕೆ ಪಡಿತರ ಚೀಟಿ ಕಲ್ಪಿಸದೇ ವಂಚಿಸಿದ್ದು, ವಿಧವೆ ಪಿಂಚಣಿ ಮಾಸಾಶನ ಮಂಜೂರು ಮಾಡದೇ ಇರುವುದು ವಿಪರ್ಯಾಸ. ಕೂಡಲೇ ಜಿಲ್ಲಾಧಿಕಾರಿಗಳು ಮಧ್ಯಪ್ರವೇಶಿಸಿ ಸೌಲಭ್ಯ ಕಲ್ಪಿಸಬೇಕು ಎಂದು ಒತ್ತಾಯಿಸಿದ್ದಾರೆ. xyxy=(620,986,755,1051)
headline: ಶ್ರೀ ಕ್ಷೇತ್ರ ಧರ್ಮಸ್ಥಳ ಗ್ರಾಮಾಭಿವೃದ್ಧಿ ಯೋಜನೆಯ ವತಿಯಿಂದ xyxy=(376,437,859,466)
article-column: ಸಾಗುತ್ತಿದ್ದಾರೆ.ಹಳೇ ಕಾಲದ ಅತಂತ್ರ ಸ್ಥಿತಿಯ ಮನೆಯಲ್ಲಿ ಮಕ್ಕಳ ಜತೆ ವಾಸವಿದ್ದು ಅನೇಕ ಬಾರಿ ಮನೆ ಮಳೆಗೆ ಸೋರುತ್ತಿದೆ. ಇದುವರೆಗೂ ಸರ್ಕಾರದ ಯಾವುದೇ ಸೌಲಭ್ಯ ಕಲ್ಪಿಸಿಲ್ಲ. ಗ್ರಾಮ ಪಂಚಾಯಿತಿ ಹಾಗೂ ತಾಲ್ಲೂಕು ಆಡಳಿತದ ಗಮನಕ್ಕೆ ತಂದರೂ ಸ್ಪಂದಿಸಿಲ್ಲ. ಪಡಿತರ ಚೀಟಿ ಇಲ್ಲದ ಕಾರಣ ಆಹಾರ ಧಾನ್ಯ ಸಹ ಸಿಗುತ್ತಿಲ್ಲ. ಮಕ್ಕಳ ವಿದ್ಯಾಭ್ಯಾಸಕ್ಕೂ ತೊಂದರೆ ಉಂಟಾಗಿದೆ ಎಂದು ತಿಳಿಸಿದ್ದಾರೆ. xyxy=(478,986,613,1073)
article-hosahalli xyxy=(47,1113,900,1413)
article-karamuvi xyxy=(47,735,327,1107)
dancers-photo xyxy=(51,121,325,229)
article-anatha xyxy=(335,736,900,1108)
article-column: ನೆರವೇರಿಸಲಿದ್ದು ರಾತ್ರಿ ರಸಮಂಜರಿ ಕಾರ್ಯಕ್ರಮ ಏರ್ಪಡಿಸಲಾಗಿದೆ. ದೇವಾಲಯ ಪ್ರಾರಂಭೋತ್ಸವ ದಿನಾಂಕ:10.03.2025 ರ ಸೋಮವಾರ ಬೆಳಗ್ಗೆ ಶ್ರೀ ಬಸವೇಶ್ವರ ಸ್ವಾಮಿಯವರಿಗೆ ರುದ್ರಾಭಿಷೇಕ, ನಂದಿ ಪೂಜೆ, ನವಗ್ರಹ ಪೂಜೆ ಹೋಮ ಹವನಗಳು ನಡೆಯಲಿವೆ. xyxy=(332,1271,467,1336)
article-dharmasthala xyxy=(335,437,900,727)
officials-photo xyxy=(47,494,327,604)
article-column: ಪ್ರಾದೇಶಿಕ ಕೇಂದ್ರವು ಮಾರ್ಚ್ ತಿಂಗಳ ಶನಿವಾರ ಮತ್ತು ಭಾನುವಾರಗಳಂದು ಬೆಳಗ್ಗೆ 10:00 ಗಂಟೆಯಿಂದ ಸಂಜೆ 5: 00ರ ವರೆಗೆ ಕರಾಮುವಿ ಪ್ರಾದೇಶಿಕ ಕೇಂದ್ರ ತುಮಕೂರಿನ ಕಚೇರಿಯಲ್ಲಿ ತೆರೆಯುವ ಮೂಲಕ 2024–25ನೇ ಸಾಲಿನ ಜನವರಿ ಆವೃತ್ತಿ ಪ್ರವೇಶಾತಿಯನ್ನು ಮಾಡಿಕೊಳ್ಳಲಾಗುವುದು. ವೃತ್ತಿಪರ ಕರಾಮುವಿಯ ಪ್ರಯೋಜನ ಪಡೆದುಕೊಳ್ಳಬೇಕೆಂದು ಕೋರಲಾಗಿದೆ. xyxy=(237,791,327,933)
article-kalavidara xyxy=(47,64,329,428)
